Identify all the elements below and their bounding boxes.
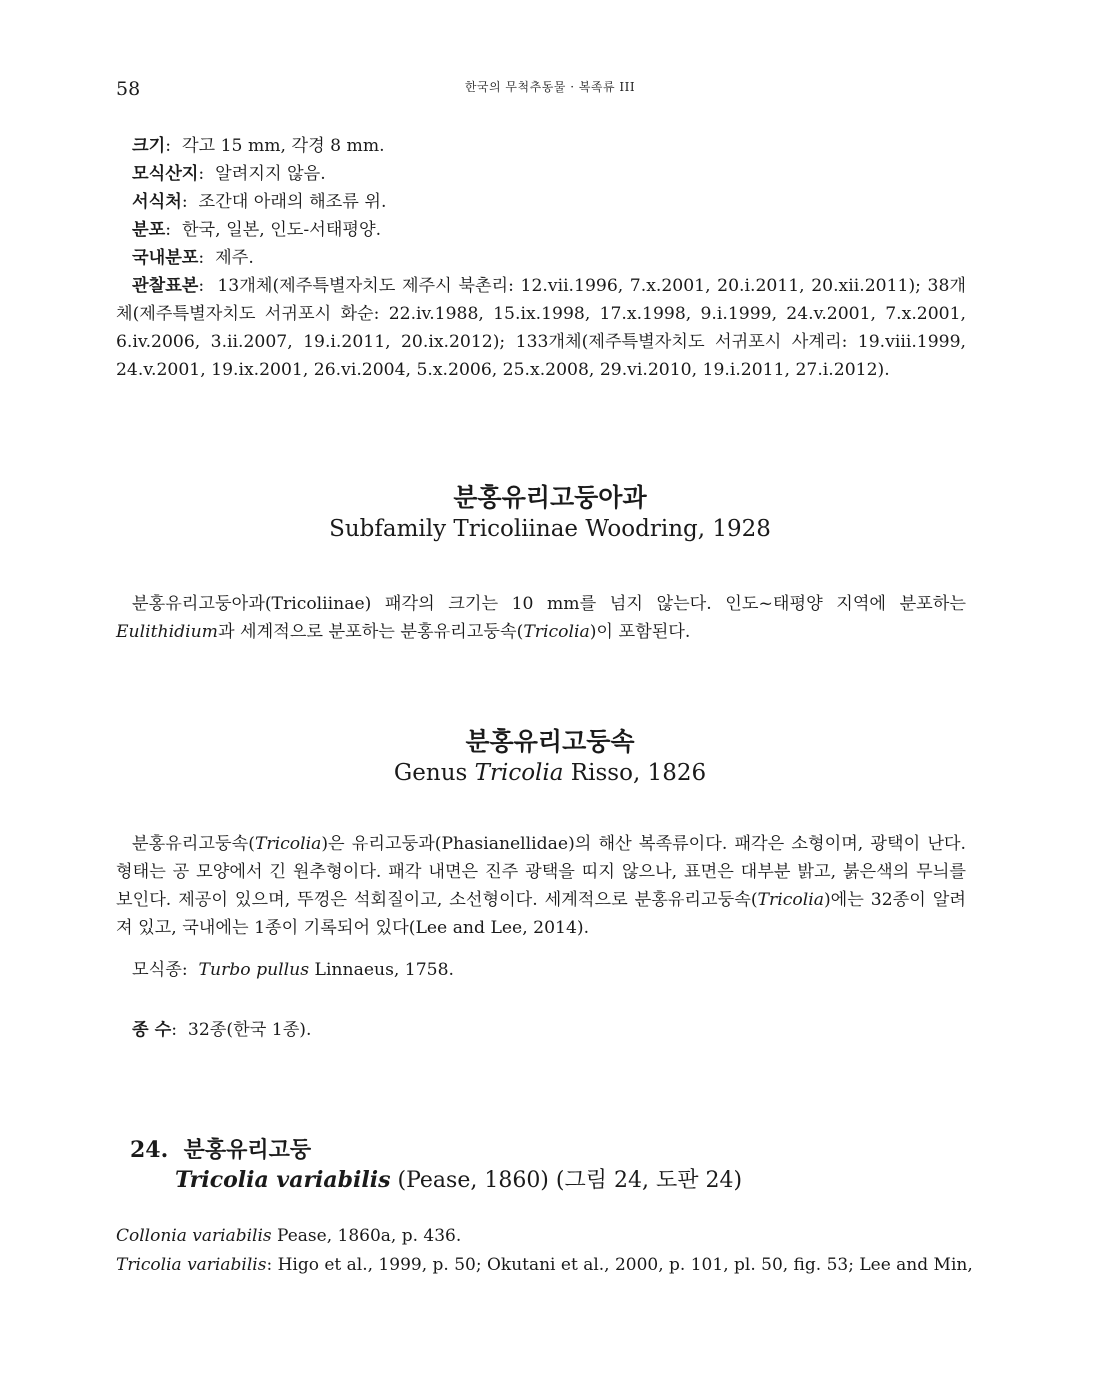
material-examined-value: 13개체(제주특별자치도 제주시 북촌리: 12.vii.1996, 7.x.2001, 20.i.2011, 20.xii.2011); 38개체(제주특별자치도 서귀포시 화순: 22.iv.1988, 15.ix.1998, 17.x.1998, 9.i.1999, 24.v.2001, 7.x.2001, 6.iv.2006, 3.ii.2007, 19.i.2011, 20.ix.2012); 133개체(제주특별자치도 서귀포시 사계리: 19.viii.1999, 24.v.2001, 19.ix.2001, 26.vi.2004, 5.x.2006, 25.x.2008, 29.vi.2010, 19.i.2011, 27.i.2012). bbox=[116, 276, 966, 380]
size-entry: 크기: 각고 15 mm, 각경 8 mm. bbox=[132, 136, 385, 156]
genus-desc-text-1: 분홍유리고둥속( bbox=[132, 834, 255, 854]
type-species: 모식종: Turbo pullus Linnaeus, 1758. bbox=[132, 960, 455, 980]
size-value: 각고 15 mm, 각경 8 mm. bbox=[181, 136, 385, 156]
type-locality-value: 알려지지 않음. bbox=[215, 164, 326, 184]
synonym-2-name: Tricolia variabilis bbox=[116, 1255, 267, 1275]
genus-desc-text-3: )에는 32종이 알려져 있고, 국내에는 1종이 기록되어 있다(Lee and Lee, 2014). bbox=[116, 890, 966, 938]
subfamily-desc-text-3: )이 포함된다. bbox=[589, 622, 691, 642]
page-number: 58 bbox=[116, 78, 141, 100]
habitat-label: 서식처 bbox=[132, 192, 182, 212]
subfamily-title-en: Subfamily Tricoliinae Woodring, 1928 bbox=[329, 516, 771, 542]
subfamily-description bbox=[116, 590, 966, 646]
material-examined-entry: 관찰표본: 13개체(제주특별자치도 제주시 북촌리: 12.vii.1996, 7.x.2001, 20.i.2011, 20.xii.2011); 38개체(제주특별자치도 서귀포시 화순: 22.iv.1988, 15.ix.1998, 17.x.1998, 9.i.1999, 24.v.2001, 7.x.2001, 6.iv.2006, 3.ii.2007, 19.i.2011, 20.ix.2012); 133개체(제주특별자치도 서귀포시 사계리: 19.viii.1999, 24.v.2001, 19.ix.2001, 26.vi.2004, 5.x.2006, 25.x.2008, 29.vi.2010, 19.i.2011, 27.i.2012). bbox=[116, 276, 966, 380]
korean-distribution-label: 국내분포 bbox=[132, 248, 199, 268]
type-species-label: 모식종 bbox=[132, 960, 182, 980]
species-number: 24. bbox=[130, 1137, 169, 1163]
genus-title-italic: Tricolia bbox=[474, 760, 564, 786]
size-label: 크기 bbox=[132, 136, 166, 156]
species-count-label: 종 수 bbox=[132, 1020, 172, 1040]
subfamily-desc-text-1: 분홍유리고둥아과(Tricoliinae) 패각의 크기는 10 mm를 넘지 않는다. 인도~태평양 지역에 분포하는 bbox=[132, 594, 966, 614]
distribution-label: 분포 bbox=[132, 220, 166, 240]
subfamily-desc-text-2: 과 세계적으로 분포하는 분홍유리고둥속( bbox=[217, 622, 524, 642]
distribution-value: 한국, 일본, 인도-서태평양. bbox=[181, 220, 382, 240]
species-name-sci: Tricolia variabilis bbox=[175, 1167, 391, 1193]
genus-title-en bbox=[0, 760, 1100, 786]
genus-desc-text-2: )은 유리고둥과(Phasianellidae)의 해산 복족류이다. 패각은 소형이며, 광택이 난다. 형태는 공 모양에서 긴 원추형이다. 패각 내면은 진주 광택을 띠지 않으나, 표면은 대부분 밝고, 붉은색의 무늬를 보인다. 제공이 있으며, 뚜껑은 석회질이고, 소선형이다. 세계적으로 분홍유리고둥속( bbox=[116, 834, 966, 910]
synonym-1-name: Collonia variabilis bbox=[116, 1226, 272, 1246]
species-count-value: 32종(한국 1종). bbox=[187, 1020, 312, 1040]
distribution-entry: 분포: 한국, 일본, 인도-서태평양. bbox=[132, 220, 382, 240]
genus-desc-italic-2: Tricolia bbox=[757, 890, 824, 910]
type-species-italic: Turbo pullus bbox=[198, 960, 310, 980]
type-locality-entry: 모식산지: 알려지지 않음. bbox=[132, 164, 326, 184]
synonym-2-ref: : Higo et al., 1999, p. 50; Okutani et al., 2000, p. 101, pl. 50, fig. 53; Lee and Min, bbox=[266, 1255, 973, 1275]
genus-desc-italic-1: Tricolia bbox=[254, 834, 322, 854]
synonym-2 bbox=[116, 1255, 976, 1275]
running-title: 한국의 무척추동물 · 복족류 III bbox=[464, 80, 636, 94]
subfamily-desc-italic-1: Eulithidium bbox=[116, 622, 218, 642]
korean-distribution-value: 제주. bbox=[215, 248, 254, 268]
genus-title-ko: 분홍유리고둥속 bbox=[465, 727, 635, 756]
genus-description bbox=[116, 830, 966, 942]
habitat-value: 조간대 아래의 해조류 위. bbox=[198, 192, 387, 212]
species-info-block bbox=[116, 132, 966, 384]
habitat-entry: 서식처: 조간대 아래의 해조류 위. bbox=[132, 192, 387, 212]
type-locality-label: 모식산지 bbox=[132, 164, 199, 184]
species-authority: (Pease, 1860) (그림 24, 도판 24) bbox=[390, 1168, 743, 1193]
type-species-rest: Linnaeus, 1758. bbox=[309, 960, 455, 980]
subfamily-title-ko: 분홍유리고둥아과 bbox=[453, 483, 647, 512]
synonym-1 bbox=[116, 1226, 976, 1246]
synonym-1-ref: Pease, 1860a, p. 436. bbox=[271, 1226, 462, 1246]
genus-title-suffix: Risso, 1826 bbox=[563, 760, 707, 786]
species-heading bbox=[130, 1133, 311, 1164]
material-examined-label: 관찰표본 bbox=[132, 276, 199, 296]
species-count: 종 수: 32종(한국 1종). bbox=[132, 1020, 312, 1040]
subfamily-desc-italic-2: Tricolia bbox=[523, 622, 590, 642]
korean-distribution-entry: 국내분포: 제주. bbox=[132, 248, 254, 268]
species-name-ko: 분홍유리고둥 bbox=[183, 1137, 312, 1163]
species-scientific-heading bbox=[175, 1163, 742, 1194]
genus-title-prefix: Genus bbox=[393, 760, 475, 786]
